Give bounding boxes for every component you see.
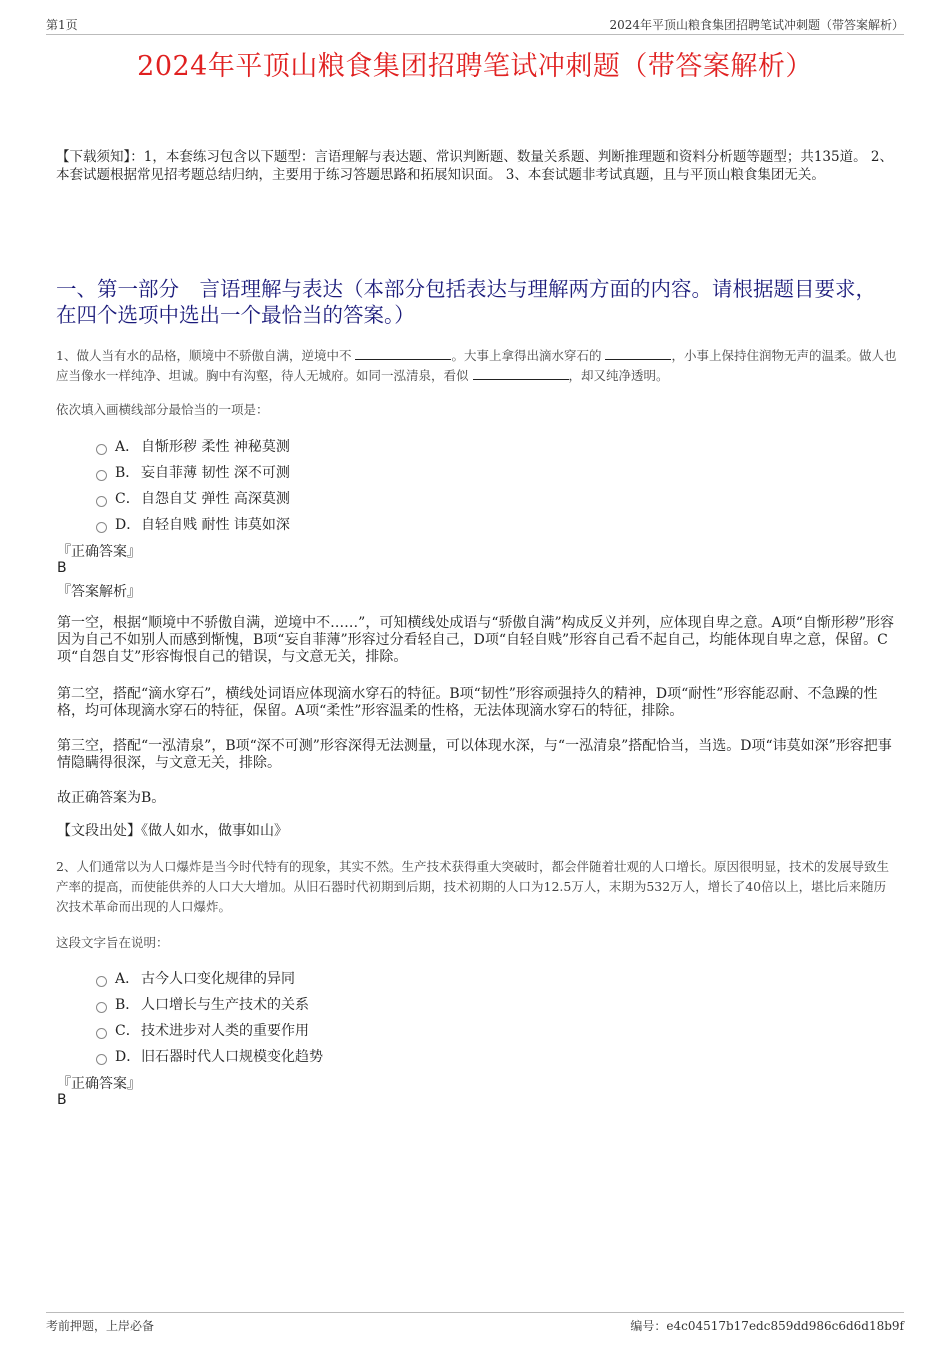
- question-1-analysis-label: 『答案解析』: [57, 584, 141, 600]
- question-2-stem: 2、人们通常以为人口爆炸是当今时代特有的现象，其实不然。生产技术获得重大突破时，都会伴随着壮观的人口增长。原因很明显，技术的发展导致生产率的提高，而使能供养的人口大大增加。从旧石器时代初期到后期，技术初期的人口为12.5万人，末期为532万人，增长了40倍以上，堪比后来随历次技术革命而出现的人口爆炸。: [56, 859, 889, 914]
- page-number: 第1页: [46, 18, 78, 32]
- question-2-option-c[interactable]: C．技术进步对人类的重要作用: [96, 1020, 309, 1040]
- question-1-answer: B: [57, 560, 67, 576]
- radio-icon[interactable]: [96, 1028, 107, 1039]
- question-2-prompt: 这段文字旨在说明：: [56, 935, 169, 950]
- question-1-prompt: 依次填入画横线部分最恰当的一项是：: [56, 402, 269, 417]
- radio-icon[interactable]: [96, 1054, 107, 1065]
- analysis-paragraph-3: 第三空，搭配“一泓清泉”，B项“深不可测”形容深得无法测量，可以体现水深，与“一泓清泉”搭配恰当，当选。D项“讳莫如深”形容把事情隐瞒得很深，与文意无关，排除。: [57, 738, 892, 771]
- radio-icon[interactable]: [96, 444, 107, 455]
- question-2-option-d[interactable]: D．旧石器时代人口规模变化趋势: [96, 1046, 323, 1066]
- page-header: [46, 14, 904, 35]
- question-1-stem: 1、做人当有水的品格，顺境中不骄傲自满，逆境中不 。大事上拿得出滴水穿石的 ，小事上保持住润物无声的温柔。做人也应当像水一样纯净、坦诚。胸中有沟壑，待人无城府。如同一泓清泉，看似 ，却又纯净透明。: [56, 348, 897, 383]
- question-2-option-a[interactable]: A． 古今人口变化规律的异同: [96, 968, 295, 988]
- section-heading: 一、第一部分 言语理解与表达（本部分包括表达与理解两方面的内容。请根据题目要求，在四个选项中选出一个最恰当的答案。）: [56, 277, 876, 327]
- question-2-option-b[interactable]: B． 人口增长与生产技术的关系: [96, 994, 309, 1014]
- radio-icon[interactable]: [96, 470, 107, 481]
- question-1-option-b[interactable]: B． 妄自菲薄 韧性 深不可测: [96, 462, 290, 482]
- page-footer: [46, 1312, 904, 1333]
- blank-2: [605, 347, 671, 360]
- analysis-source: 【文段出处】《做人如水，做事如山》: [57, 823, 288, 839]
- analysis-paragraph-2: 第二空，搭配“滴水穿石”，横线处词语应体现滴水穿石的特征。B项“韧性”形容顽强持久的精神，D项“耐性”形容能忍耐、不急躁的性格，均可体现滴水穿石的特征，保留。A项“柔性”形容温柔的性格，无法体现滴水穿石的特征，排除。: [57, 686, 878, 719]
- question-2-answer-label: 『正确答案』: [57, 1076, 141, 1092]
- document-title: 2024年平顶山粮食集团招聘笔试冲刺题（带答案解析）: [137, 51, 813, 82]
- question-1-option-d[interactable]: D．自轻自贱 耐性 讳莫如深: [96, 514, 290, 534]
- radio-icon[interactable]: [96, 976, 107, 987]
- question-1-answer-label: 『正确答案』: [57, 544, 141, 560]
- analysis-paragraph-1: 第一空，根据“顺境中不骄傲自满，逆境中不……”，可知横线处成语与“骄傲自满”构成反义并列，应体现自卑之意。A项“自惭形秽”形容因为自己不如别人而感到惭愧，B项“妄自菲薄”形容过分看轻自己，D项“自轻自贱”形容自己看不起自己，均能体现自卑之意，保留。C项“自怨自艾”形容悔恨自己的错误，与文意无关，排除。: [57, 615, 895, 665]
- blank-1: [355, 347, 451, 360]
- question-1-option-c[interactable]: C．自怨自艾 弹性 高深莫测: [96, 488, 290, 508]
- footer-slogan: 考前押题，上岸必备: [46, 1319, 155, 1333]
- question-1-option-a[interactable]: A． 自惭形秽 柔性 神秘莫测: [96, 436, 290, 456]
- analysis-conclusion: 故正确答案为B。: [57, 790, 166, 806]
- radio-icon[interactable]: [96, 496, 107, 507]
- question-2-answer: B: [57, 1092, 67, 1108]
- header-doc-title: 2024年平顶山粮食集团招聘笔试冲刺题（带答案解析）: [609, 18, 904, 32]
- blank-3: [473, 367, 569, 380]
- footer-code: 编号：e4c04517b17edc859dd986c6d6d18b9f: [630, 1319, 904, 1333]
- radio-icon[interactable]: [96, 522, 107, 533]
- radio-icon[interactable]: [96, 1002, 107, 1013]
- download-notice: 【下载须知】：1，本套练习包含以下题型：言语理解与表达题、常识判断题、数量关系题、判断推理题和资料分析题等题型；共135道。 2、本套试题根据常见招考题总结归纳，主要用于练习答题思路和拓展知识面。 3、本套试题非考试真题，且与平顶山粮食集团无关。: [56, 149, 893, 183]
